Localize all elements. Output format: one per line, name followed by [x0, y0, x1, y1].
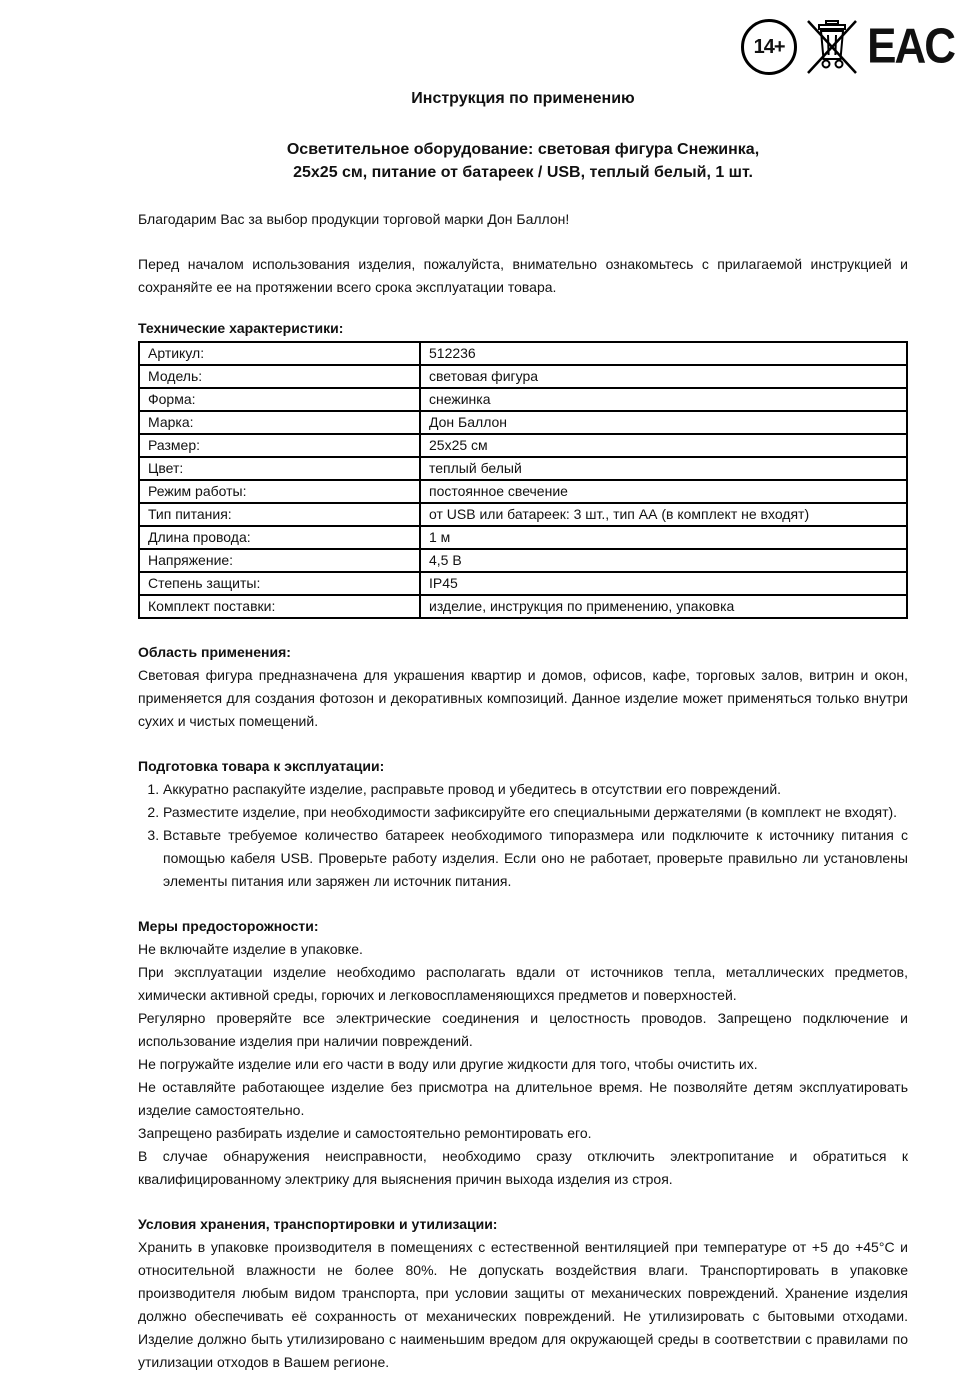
spec-row — [139, 388, 907, 411]
storage-paragraph: Хранить в упаковке производителя в помещениях с естественной вентиляцией при температуре от +5 до +45°С и относительной влажности не более 80%. Не допускать воздействия влаги. Транспортировать в упаковке производителя любым видом транспорта, при условии защиты от механических повреждений. Хранение изделия должно обеспечивать её сохранность от механических повреждений. Не утилизировать с бытовыми отходами. Изделие должно быть утилизировано с наименьшим вредом для окружающей среды в соответствии с правилами по утилизации отходов в Вашем регионе. — [138, 1239, 908, 1370]
spec-value-cell: Дон Баллон — [420, 411, 907, 434]
specs-heading: Технические характеристики: — [138, 320, 344, 336]
spec-value-cell: теплый белый — [420, 457, 907, 480]
spec-value-cell: 25х25 см — [420, 434, 907, 457]
precaution-paragraph: Запрещено разбирать изделие и самостоятельно ремонтировать его. — [138, 1125, 592, 1141]
spec-label-cell: Цвет: — [139, 457, 420, 480]
spec-row — [139, 411, 907, 434]
section-precautions — [138, 917, 908, 1191]
precaution-paragraph: При эксплуатации изделие необходимо располагать вдали от источников тепла, металлических предметов, химически активной среды, горючих и легковоспламеняющихся предметов и поверхностей. — [138, 964, 908, 1003]
spec-value-cell: снежинка — [420, 388, 907, 411]
spec-value-cell: от USB или батареек: 3 шт., тип АА (в комплект не входят) — [420, 503, 907, 526]
spec-label-cell: Марка: — [139, 411, 420, 434]
precaution-paragraph: Не погружайте изделие или его части в воду или другие жидкости для того, чтобы очистить их. — [138, 1056, 758, 1072]
spec-label-cell: Режим работы: — [139, 480, 420, 503]
spec-label-cell: Размер: — [139, 434, 420, 457]
intro-note-paragraph: Перед началом использования изделия, пожалуйста, внимательно ознакомьтесь с прилагаемой инструкцией и сохраняйте ее на протяжении всего срока эксплуатации товара. — [138, 256, 908, 295]
spec-value-cell: световая фигура — [420, 365, 907, 388]
spec-label-cell: Тип питания: — [139, 503, 420, 526]
spec-row — [139, 572, 907, 595]
spec-value-cell: изделие, инструкция по применению, упаковка — [420, 595, 907, 618]
spec-row — [139, 595, 907, 618]
preparation-list-item: 2. Разместите изделие, при необходимости зафиксируйте его специальными держателями (в комплект не входят). — [163, 801, 908, 824]
section-application-area — [138, 643, 908, 733]
spec-row — [139, 480, 907, 503]
spec-row — [139, 503, 907, 526]
spec-label-cell: Артикул: — [139, 342, 420, 365]
preparation-list-item: 1. Аккуратно распакуйте изделие, расправьте провод и убедитесь в отсутствии его повреждений. — [163, 778, 908, 801]
application-area-paragraph: Световая фигура предназначена для украшения квартир и домов, офисов, кафе, торговых залов, витрин и окон, применяется для создания фотозон и декоративных композиций. Данное изделие может применяться только внутри сухих и чистых помещений. — [138, 667, 908, 729]
spec-value-cell: 1 м — [420, 526, 907, 549]
spec-label-cell: Степень защиты: — [139, 572, 420, 595]
preparation-list — [138, 778, 908, 893]
product-subtitle-line1: Осветительное оборудование: световая фигура Снежинка, — [286, 141, 760, 158]
spec-label-cell: Комплект поставки: — [139, 595, 420, 618]
eac-mark-logo: EAC — [867, 19, 954, 74]
specs-table-body — [139, 342, 907, 618]
precaution-paragraph: В случае обнаружения неисправности, необходимо сразу отключить электропитание и обратиться к квалифицированному электрику для выяснения причин выхода изделия из строя. — [138, 1148, 908, 1187]
precaution-paragraph: Не оставляйте работающее изделие без присмотра на длительное время. Не позволяйте детям эксплуатировать изделие самостоятельно. — [138, 1079, 908, 1118]
application-area-heading: Область применения: — [138, 644, 291, 660]
spec-value-cell: 4,5 В — [420, 549, 907, 572]
spec-label-cell: Напряжение: — [139, 549, 420, 572]
precaution-paragraph: Регулярно проверяйте все электрические соединения и целостность проводов. Запрещено подключение и использование изделия при наличии повреждений. — [138, 1010, 908, 1049]
spec-value-cell: 512236 — [420, 342, 907, 365]
document-content — [138, 0, 908, 1374]
section-preparation — [138, 757, 908, 893]
precaution-paragraph: Не включайте изделие в упаковке. — [138, 941, 363, 957]
precautions-heading: Меры предосторожности: — [138, 918, 319, 934]
spec-row — [139, 457, 907, 480]
age-restriction-label: 14+ — [753, 35, 785, 58]
spec-label-cell: Длина провода: — [139, 526, 420, 549]
spec-row — [139, 365, 907, 388]
product-subtitle — [138, 138, 908, 184]
intro-thanks-paragraph: Благодарим Вас за выбор продукции торговой марки Дон Баллон! — [138, 211, 570, 227]
section-storage — [138, 1215, 908, 1374]
specs-table — [138, 341, 908, 619]
storage-heading: Условия хранения, транспортировки и утилизации: — [138, 1216, 498, 1232]
spec-label-cell: Форма: — [139, 388, 420, 411]
spec-label-cell: Модель: — [139, 365, 420, 388]
page-title: Инструкция по применению — [411, 90, 635, 107]
spec-value-cell: IP45 — [420, 572, 907, 595]
preparation-heading: Подготовка товара к эксплуатации: — [138, 758, 385, 774]
spec-row — [139, 434, 907, 457]
precautions-paragraphs — [138, 938, 908, 1191]
spec-row — [139, 526, 907, 549]
product-subtitle-line2: 25х25 см, питание от батареек / USB, теплый белый, 1 шт. — [293, 164, 753, 181]
spec-row — [139, 549, 907, 572]
preparation-list-item: 3. Вставьте требуемое количество батареек необходимого типоразмера или подключите к источнику питания с помощью кабеля USB. Проверьте работу изделия. Если оно не работает, проверьте правильно ли установлены элементы питания или заряжен ли источник питания. — [163, 824, 908, 893]
spec-value-cell: постоянное свечение — [420, 480, 907, 503]
spec-row — [139, 342, 907, 365]
